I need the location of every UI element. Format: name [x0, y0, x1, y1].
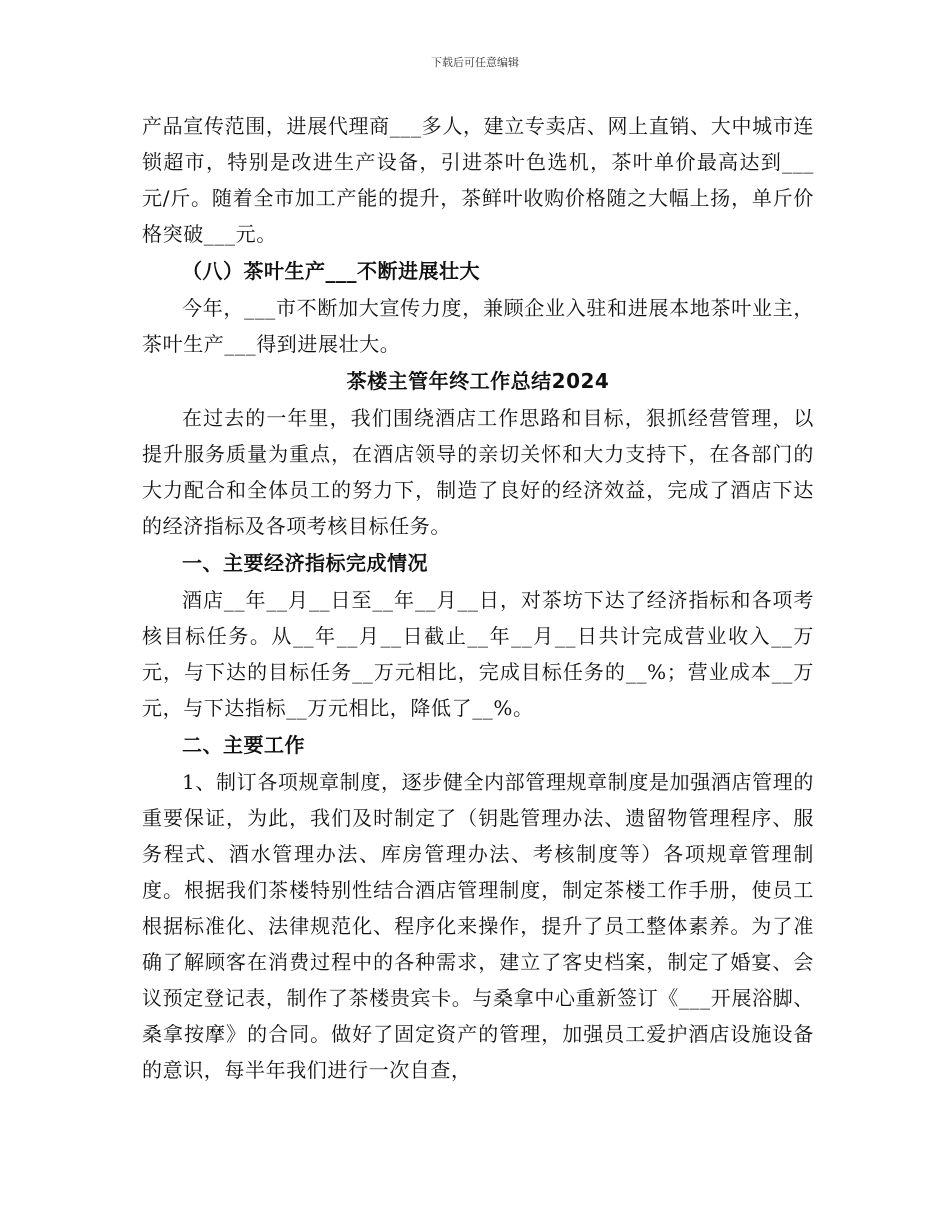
section-heading-economic-indicators: 一、主要经济指标完成情况 [182, 551, 428, 575]
paragraph-continued: 产品宣传范围，进展代理商___多人，建立专卖店、网上直销、大中城市连锁超市，特别是改进生产设备，引进茶叶色选机，茶叶单价最高达到___元/斤。随着全市加工产能的提升，茶鲜叶收购价格随之大幅上扬，单斤价格突破___元。 [142, 114, 814, 246]
paragraph-tea-production: 今年，___市不断加大宣传力度，兼顾企业入驻和进展本地茶叶业主，茶叶生产___得到进展壮大。 [142, 296, 814, 356]
section-heading-eight: （八）茶叶生产___不断进展壮大 [182, 259, 480, 283]
paragraph-intro: 在过去的一年里，我们围绕酒店工作思路和目标，狠抓经营管理，以提升服务质量为重点，在酒店领导的亲切关怀和大力支持下，在各部门的大力配合和全体员工的努力下，制造了良好的经济效益，完成了酒店下达的经济指标及各项考核目标任务。 [142, 406, 814, 538]
document-body [142, 108, 814, 1088]
paragraph-indicators: 酒店__年__月__日至__年__月__日，对茶坊下达了经济指标和各项考核目标任务。从__年__月__日截止__年__月__日共计完成营业收入__万元，与下达的目标任务__万元相比，完成目标任务的__%；营业成本__万元，与下达指标__万元相比，降低了__%。 [142, 588, 814, 720]
paragraph-regulations: 1、制订各项规章制度，逐步健全内部管理规章制度是加强酒店管理的重要保证，为此，我们及时制定了（钥匙管理办法、遗留物管理程序、服务程式、酒水管理办法、库房管理办法、考核制度等）各项规章管理制度。根据我们茶楼特别性结合酒店管理制度，制定茶楼工作手册，使员工根据标准化、法律规范化、程序化来操作，提升了员工整体素养。为了准确了解顾客在消费过程中的各种需求，建立了客史档案，制定了婚宴、会议预定登记表，制作了茶楼贵宾卡。与桑拿中心重新签订《___开展浴脚、桑拿按摩》的合同。做好了固定资产的管理，加强员工爱护酒店设施设备的意识，每半年我们进行一次自查， [142, 770, 814, 1082]
section-heading-main-work: 二、主要工作 [182, 733, 305, 757]
document-title: 茶楼主管年终工作总结2024 [346, 369, 610, 393]
page-header-note: 下载后可任意编辑 [431, 56, 519, 69]
